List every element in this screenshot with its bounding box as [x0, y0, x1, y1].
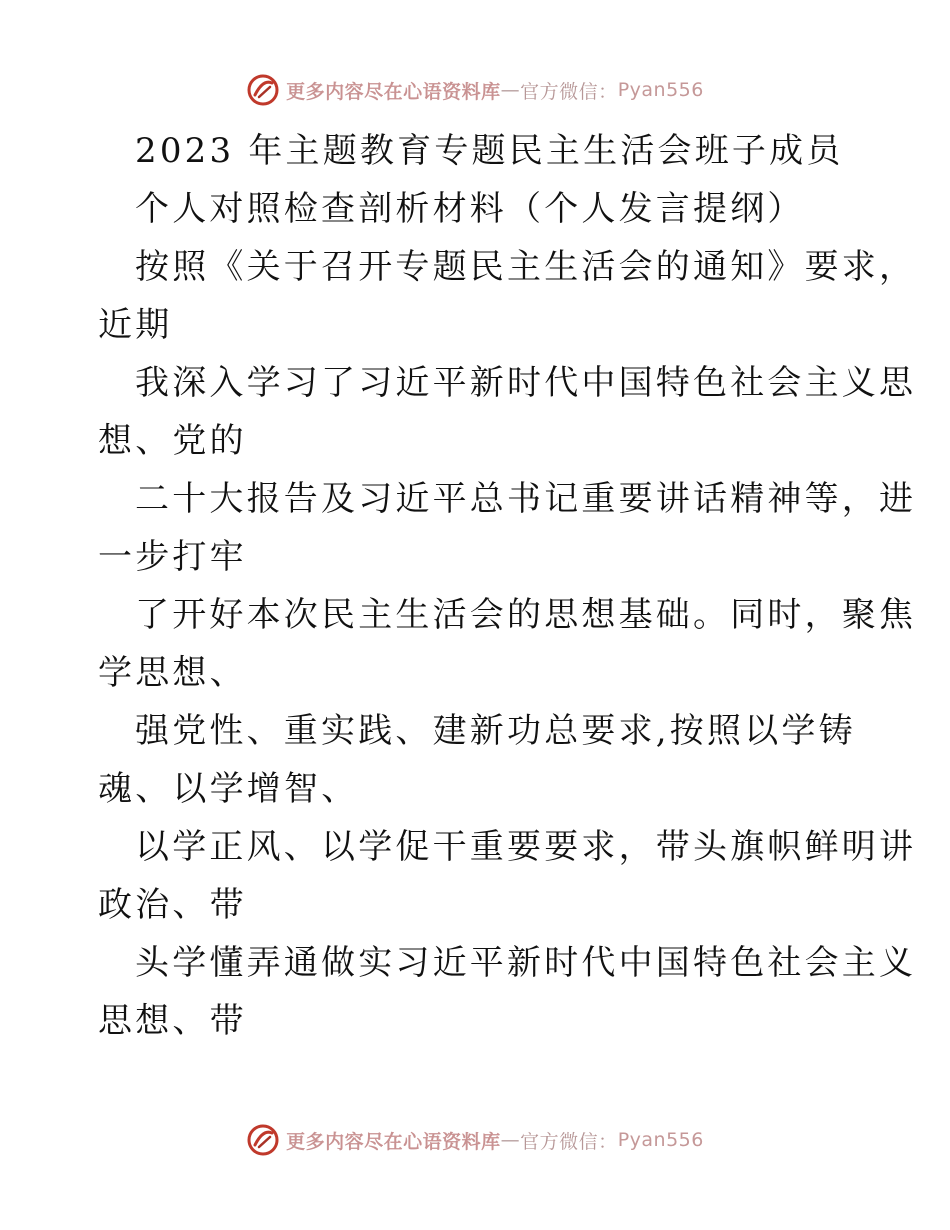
paragraph-line: 政治、带	[98, 885, 247, 925]
paragraph-line: 学思想、	[98, 653, 247, 693]
paragraph-line: 头学懂弄通做实习近平新时代中国特色社会主义	[135, 943, 917, 983]
paragraph-line: 我深入学习了习近平新时代中国特色社会主义思	[135, 363, 917, 403]
paragraph-line: 以学正风、以学促干重要要求，带头旗帜鲜明讲	[135, 827, 917, 867]
watermark-brand: 更多内容尽在心语资料库	[286, 1130, 501, 1153]
watermark-brand: 更多内容尽在心语资料库	[286, 80, 501, 103]
watermark-wechat-id: Pyan556	[617, 1129, 704, 1151]
document-title-line-1: 2023 年主题教育专题民主生活会班子成员	[135, 131, 844, 171]
paragraph-line: 想、党的	[98, 421, 247, 461]
paragraph-line: 了开好本次民主生活会的思想基础。同时，聚焦	[135, 595, 917, 635]
brand-logo-icon	[246, 1123, 280, 1157]
paragraph-line: 近期	[98, 305, 173, 345]
paragraph-line: 魂、以学增智、	[98, 769, 359, 809]
watermark-label: 官方微信：	[520, 1130, 618, 1153]
paragraph-line: 按照《关于召开专题民主生活会的通知》要求，	[135, 247, 917, 287]
brand-logo-icon	[246, 73, 280, 107]
document-title-line-2: 个人对照检查剖析材料（个人发言提纲）	[135, 189, 805, 229]
paragraph-line: 强党性、重实践、建新功总要求,按照以学铸	[135, 711, 856, 751]
header-watermark	[0, 70, 950, 110]
paragraph-line: 一步打牢	[98, 537, 247, 577]
watermark-separator: —	[500, 1129, 521, 1151]
watermark-wechat-id: Pyan556	[617, 79, 704, 101]
watermark-separator: —	[500, 79, 521, 101]
watermark-label: 官方微信：	[520, 80, 618, 103]
footer-watermark	[0, 1120, 950, 1160]
paragraph-line: 二十大报告及习近平总书记重要讲话精神等，进	[135, 479, 917, 519]
paragraph-line: 思想、带	[98, 1001, 247, 1041]
